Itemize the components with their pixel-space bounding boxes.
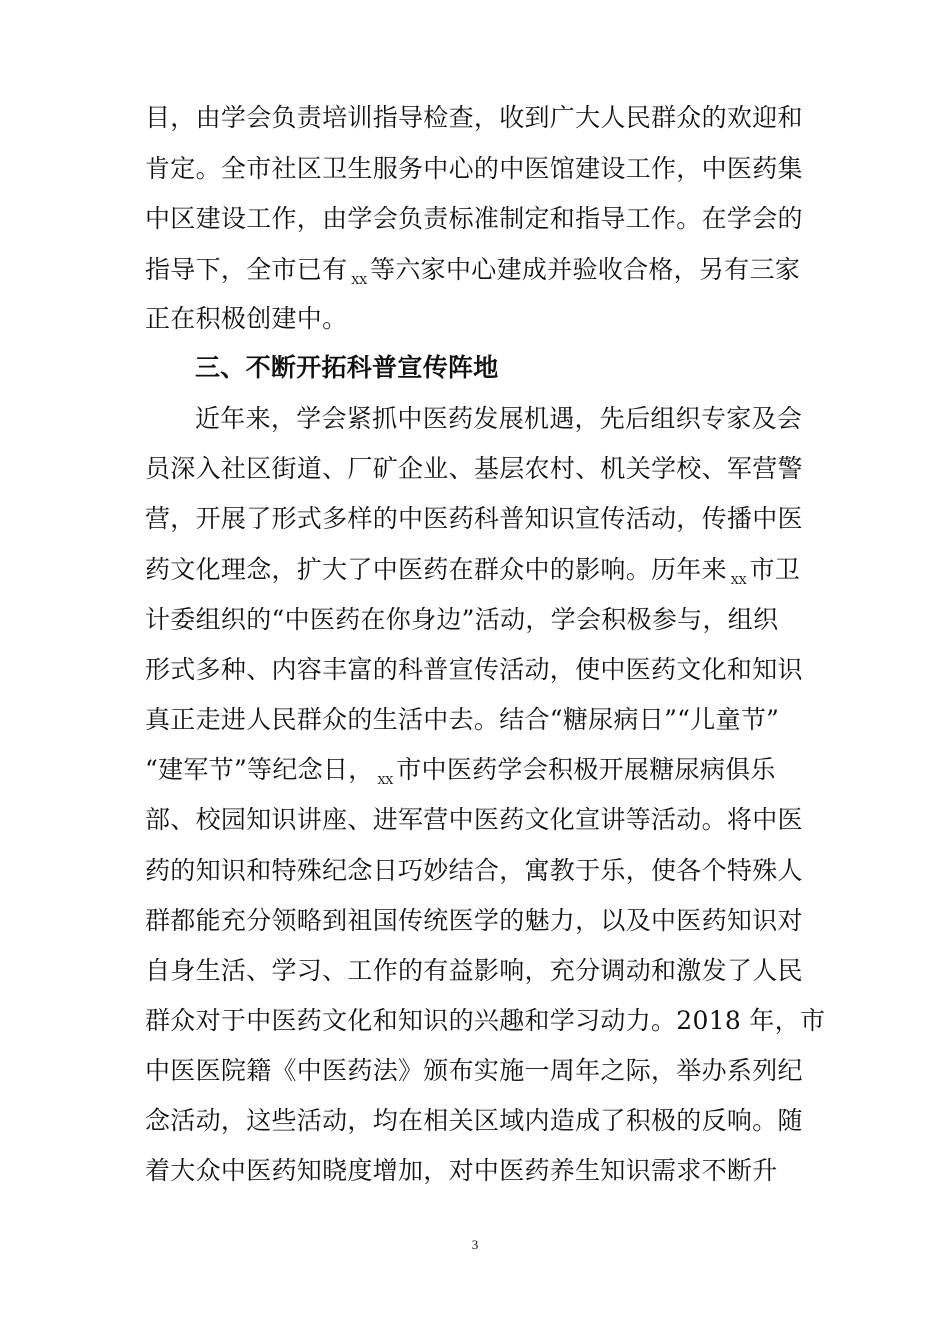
paragraph-2-line-7: 真正走进人民群众的生活中去。结合“糖尿病日”“儿童节” [145, 705, 780, 734]
paragraph-2-line-16: 着大众中医药知晓度增加，对中医药养生知识需求不断升 [145, 1156, 778, 1185]
paragraph-2-line-11: 群都能充分领略到祖国传统医学的魅力，以及中医药知识对 [145, 906, 803, 935]
section-heading: 三、不断开拓科普宣传阵地 [195, 353, 499, 382]
paragraph-2-line-2: 员深入社区街道、厂矿企业、基层农村、机关学校、军营警 [145, 454, 803, 483]
line-text: 等六家中心建成并验收合格，另有三家 [370, 255, 801, 284]
redacted-placeholder: XX [351, 274, 368, 287]
paragraph-1-line-3: 中区建设工作，由学会负责标准制定和指导工作。在学会的 [145, 204, 803, 233]
paragraph-2-line-9: 部、校园知识讲座、进军营中医药文化宣讲等活动。将中医 [145, 805, 803, 834]
paragraph-2-line-14: 中医医院籍《中医药法》颁布实施一周年之际，举办系列纪 [145, 1056, 803, 1085]
paragraph-2-line-4 [145, 555, 810, 596]
redacted-placeholder: XX [730, 574, 747, 587]
line-text: 市卫 [749, 555, 801, 584]
paragraph-2-line-10: 药的知识和特殊纪念日巧妙结合，寓教于乐，使各个特殊人 [145, 856, 803, 885]
paragraph-2-line-8 [145, 755, 810, 796]
paragraph-2-line-6: 形式多种、内容丰富的科普宣传活动，使中医药文化和知识 [145, 655, 803, 684]
paragraph-1-line-5: 正在积极创建中。 [145, 304, 348, 333]
line-text: “建军节”等纪念日， [145, 755, 374, 784]
line-text: 指导下，全市已有 [145, 255, 348, 284]
line-text: 市中医药学会积极开展糖尿病俱乐 [396, 755, 776, 784]
page-number: 3 [471, 1237, 479, 1252]
paragraph-1-line-1: 目，由学会负责培训指导检查，收到广大人民群众的欢迎和 [145, 103, 803, 132]
paragraph-2-line-15: 念活动，这些活动，均在相关区域内造成了积极的反响。随 [145, 1106, 803, 1135]
paragraph-2-line-12: 自身生活、学习、工作的有益影响，充分调动和激发了人民 [145, 956, 803, 985]
line-text: 药文化理念，扩大了中医药在群众中的影响。历年来 [145, 555, 727, 584]
redacted-placeholder: XX [377, 774, 394, 787]
paragraph-2-line-1: 近年来，学会紧抓中医药发展机遇，先后组织专家及会 [195, 404, 803, 433]
paragraph-2-line-13: 群众对于中医药文化和知识的兴趣和学习动力。2018 年，市 [145, 1006, 826, 1035]
paragraph-1-line-4 [145, 255, 810, 296]
paragraph-2-line-5: 计委组织的“中医药在你身边”活动，学会积极参与，组织 [145, 605, 779, 634]
paragraph-1-line-2: 肯定。全市社区卫生服务中心的中医馆建设工作，中医药集 [145, 154, 803, 183]
paragraph-2-line-3: 营，开展了形式多样的中医药科普知识宣传活动，传播中医 [145, 504, 803, 533]
